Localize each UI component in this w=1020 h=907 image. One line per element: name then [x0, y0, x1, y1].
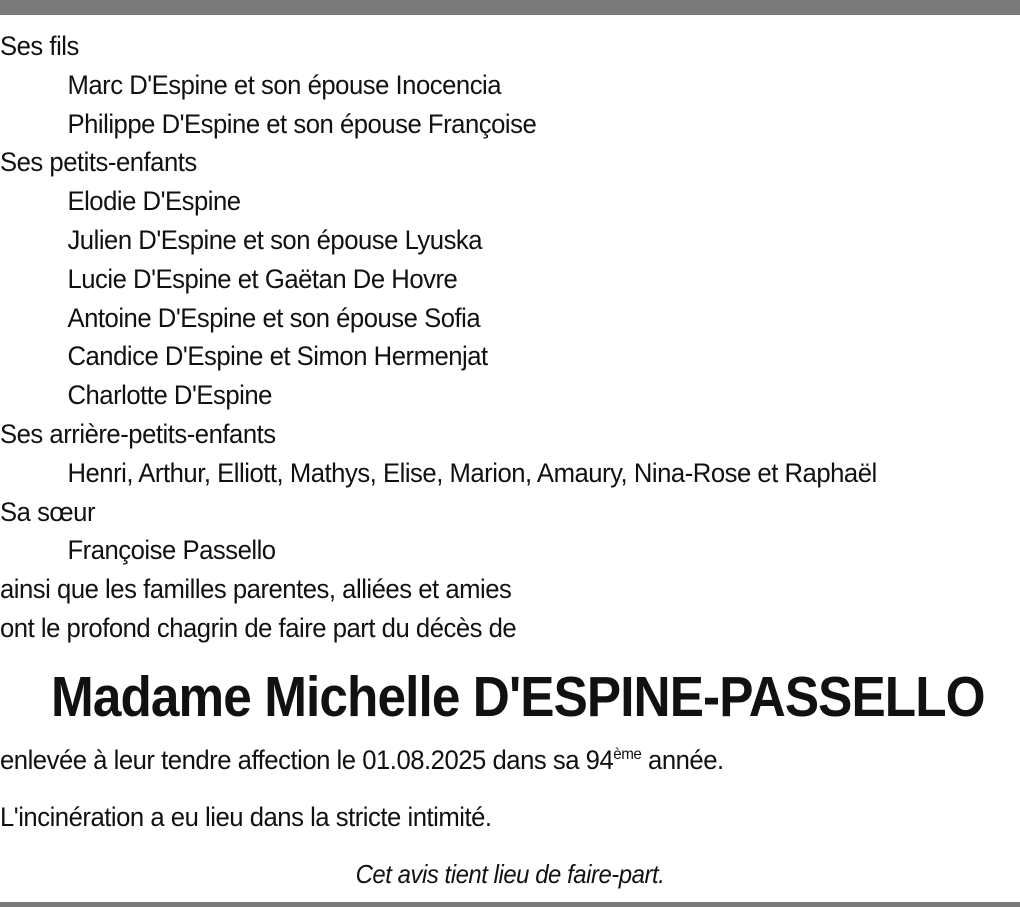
death-line: [0, 741, 724, 779]
great-grandchildren-heading: Ses arrière-petits-enfants: [0, 418, 276, 449]
sister-heading: Sa sœur: [0, 496, 96, 527]
top-rule: [0, 0, 1020, 15]
great-grandchildren-entry: Henri, Arthur, Elliott, Mathys, Elise, Marion, Amaury, Nina-Rose et Raphaël: [67, 457, 877, 488]
grandchild-entry: Antoine D'Espine et son épouse Sofia: [67, 302, 481, 333]
footer-note: Cet avis tient lieu de faire-part.: [355, 859, 665, 889]
son-entry: Marc D'Espine et son épouse Inocencia: [67, 69, 502, 100]
families-line: ainsi que les familles parentes, alliées et amies: [0, 574, 512, 605]
grandchild-entry: Lucie D'Espine et Gaëtan De Hovre: [67, 263, 458, 294]
death-text-after: année.: [641, 745, 724, 775]
grandchild-entry: Candice D'Espine et Simon Hermenjat: [67, 341, 488, 372]
sons-heading: Ses fils: [0, 31, 79, 61]
son-entry: Philippe D'Espine et son épouse Françoise: [67, 108, 537, 139]
grandchild-entry: Elodie D'Espine: [67, 186, 241, 217]
death-superscript: ème: [613, 746, 642, 763]
bottom-rule: [0, 902, 1020, 907]
family-list: [0, 27, 1020, 648]
sister-entry: Françoise Passello: [67, 535, 276, 566]
grandchildren-heading: Ses petits-enfants: [0, 147, 197, 178]
cremation-line: L'incinération a eu lieu dans la stricte intimité.: [0, 802, 492, 832]
grandchild-entry: Julien D'Espine et son épouse Lyuska: [67, 224, 483, 255]
announcement-line: ont le profond chagrin de faire part du décès de: [0, 612, 517, 643]
grandchild-entry: Charlotte D'Espine: [67, 380, 272, 411]
death-text-before: enlevée à leur tendre affection le 01.08.2025 dans sa 94: [0, 745, 614, 775]
deceased-name: Madame Michelle D'ESPINE-PASSELLO: [51, 665, 985, 729]
